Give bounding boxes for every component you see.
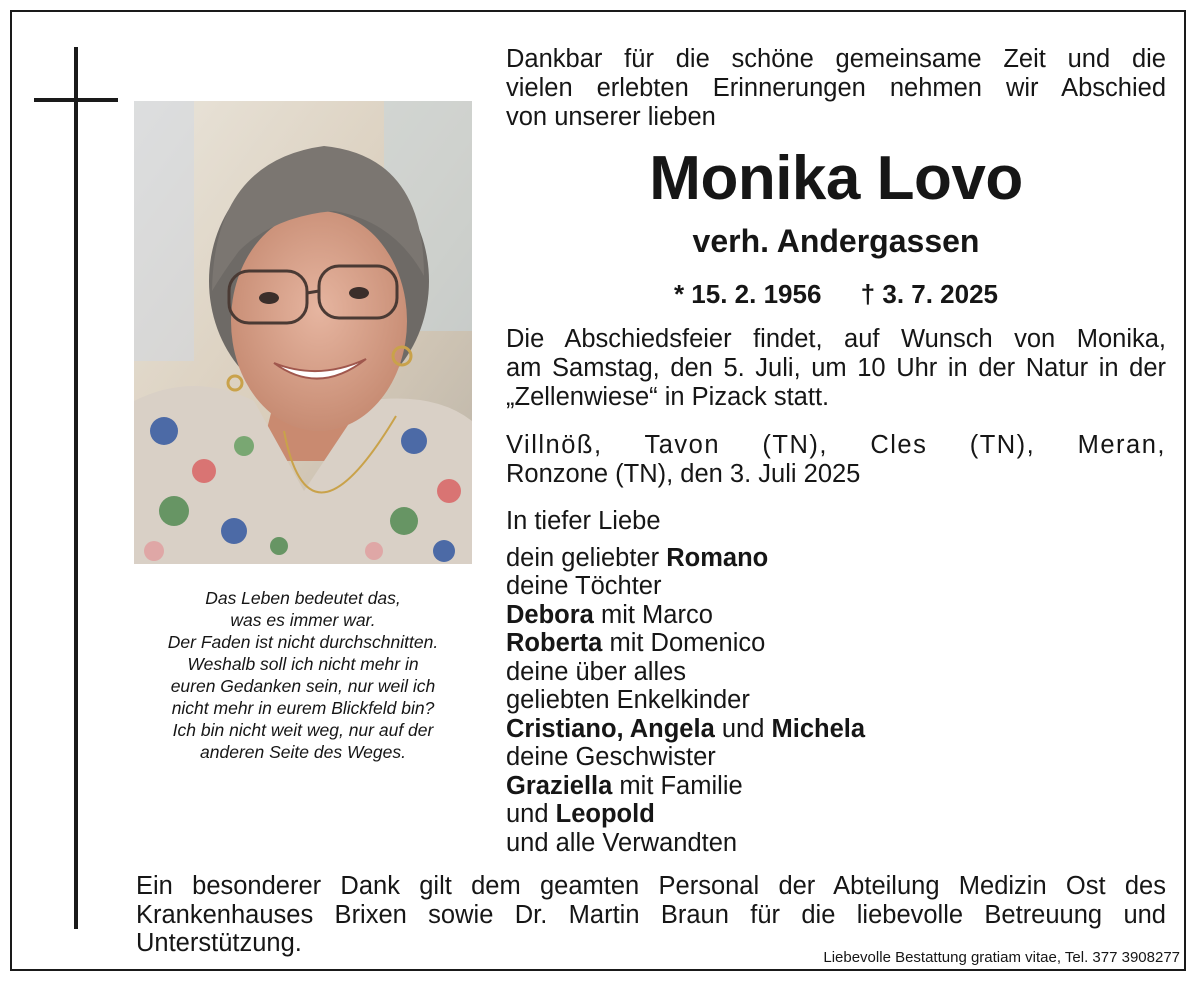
- mourner-name: Leopold: [555, 800, 655, 828]
- birth-date: * 15. 2. 1956: [673, 279, 822, 309]
- mourner-name: Michela: [771, 714, 866, 743]
- life-dates: [506, 278, 1166, 310]
- poem-line: euren Gedanken sein, nur weil ich: [170, 676, 436, 696]
- mourner-text: mit Familie: [619, 771, 743, 800]
- poem-line: Der Faden ist nicht durchschnitten.: [167, 632, 439, 652]
- mourner-name: Roberta: [506, 629, 603, 657]
- mourner-line: [506, 544, 1166, 573]
- mourner-text: deine Geschwister: [506, 743, 716, 771]
- mourner-line: [506, 686, 1166, 715]
- intro-line: von unserer lieben: [506, 103, 716, 131]
- mourner-text: geliebten Enkelkinder: [506, 686, 750, 714]
- mourner-text: deine über alles: [506, 657, 687, 686]
- mourner-line: [506, 601, 1166, 630]
- ceremony-line: Die Abschiedsfeier findet, auf Wunsch von Monika,: [506, 325, 1166, 353]
- death-date: † 3. 7. 2025: [860, 279, 999, 309]
- mourner-name: Graziella: [506, 771, 613, 800]
- poem-line: Das Leben bedeutet das,: [205, 588, 401, 608]
- mourner-line: [506, 715, 1166, 744]
- mourner-text: deine Töchter: [506, 572, 662, 600]
- intro-text: [506, 45, 1166, 132]
- mourner-text: und alle Verwandten: [506, 828, 738, 857]
- thanks-line: Ein besonderer Dank gilt dem geamten Personal der Abteilung Medizin Ost des: [136, 872, 1166, 900]
- mourner-line: [506, 658, 1166, 687]
- mourner-text: und: [721, 714, 765, 743]
- poem-line: Ich bin nicht weit weg, nur auf der: [172, 720, 434, 740]
- undertaker-contact: Liebevolle Bestattung gratiam vitae, Tel. 377 3908277: [823, 949, 1180, 966]
- thanks-line: Unterstützung.: [136, 929, 302, 957]
- poem-line: nicht mehr in eurem Blickfeld bin?: [171, 698, 435, 718]
- thanks-line: Krankenhauses Brixen sowie Dr. Martin Braun für die liebevolle Betreuung und: [136, 900, 1166, 929]
- mourner-text: mit Marco: [600, 600, 713, 629]
- mourner-text: und: [506, 800, 549, 828]
- deceased-name: Monika Lovo: [649, 144, 1023, 213]
- mourner-text: dein geliebter: [506, 543, 660, 572]
- mourner-line: [506, 572, 1166, 601]
- places-line: Ronzone (TN), den 3. Juli 2025: [506, 460, 861, 488]
- ceremony-line: „Zellenwiese“ in Pizack statt.: [506, 383, 830, 411]
- mourner-line: [506, 800, 1166, 829]
- places-line: Villnöß, Tavon (TN), Cles (TN), Meran,: [506, 431, 1166, 459]
- cross-icon-bar: [34, 98, 118, 102]
- mourners-opening: In tiefer Liebe: [506, 507, 661, 535]
- married-name: verh. Andergassen: [692, 223, 980, 259]
- mourner-text: mit Domenico: [609, 629, 766, 657]
- poem-line: was es immer war.: [230, 610, 376, 630]
- mourner-line: [506, 629, 1166, 658]
- mourner-name: Cristiano, Angela: [506, 714, 715, 743]
- poem-line: Weshalb soll ich nicht mehr in: [187, 654, 419, 674]
- poem: [134, 587, 472, 763]
- portrait-photo: [134, 101, 472, 564]
- places-date: [506, 431, 1166, 489]
- poem-line: anderen Seite des Weges.: [200, 742, 406, 762]
- mourner-name: Debora: [506, 600, 594, 629]
- mourner-line: [506, 829, 1166, 858]
- mourner-line: [506, 743, 1166, 772]
- thanks-text: [136, 872, 1166, 958]
- cross-icon: [74, 47, 78, 929]
- intro-line: vielen erlebten Erinnerungen nehmen wir Abschied: [506, 74, 1166, 102]
- intro-line: Dankbar für die schöne gemeinsame Zeit und die: [506, 45, 1166, 73]
- mourner-name: Romano: [666, 543, 769, 572]
- mourner-line: [506, 772, 1166, 801]
- ceremony-text: [506, 325, 1166, 412]
- ceremony-line: am Samstag, den 5. Juli, um 10 Uhr in der Natur in der: [506, 354, 1166, 382]
- mourners-list: [506, 507, 1166, 857]
